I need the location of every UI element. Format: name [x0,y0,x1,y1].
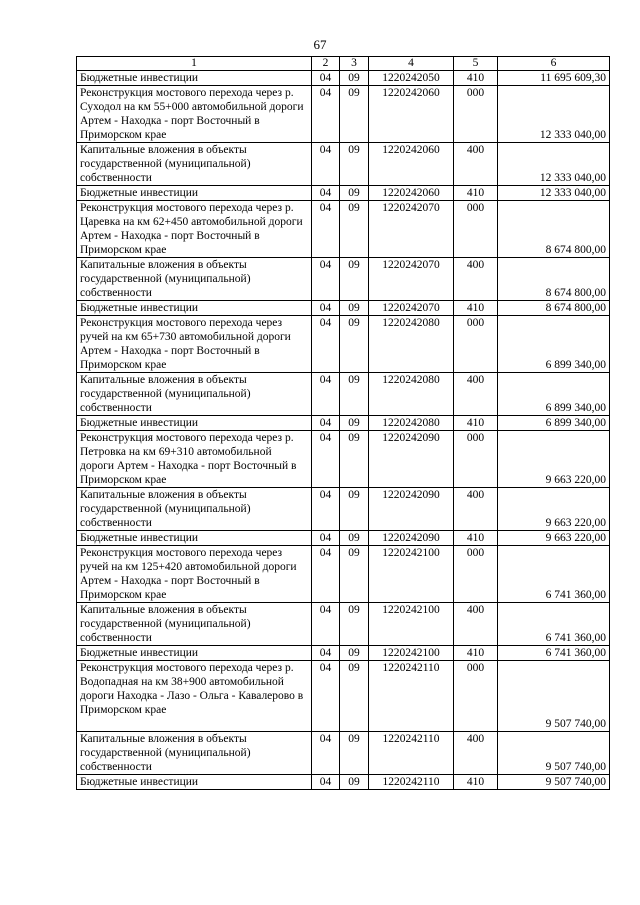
row-expense-type: 410 [454,71,498,86]
table-header-row [77,57,610,71]
row-section: 04 [312,416,340,431]
budget-table [76,56,610,790]
row-expense-type: 000 [454,201,498,258]
row-name: Бюджетные инвестиции [77,531,312,546]
table-row [77,186,610,201]
row-section: 04 [312,301,340,316]
row-subsection: 09 [340,186,369,201]
table-row [77,488,610,531]
row-target-code: 1220242060 [369,86,454,143]
row-name: Реконструкция мостового перехода через р. Водопадная на км 38+900 автомобильной дороги Находка - Лазо - Ольга - Кавалерово в Приморском крае [77,661,312,732]
row-expense-type: 400 [454,603,498,646]
row-subsection: 09 [340,201,369,258]
row-subsection: 09 [340,416,369,431]
row-amount: 12 333 040,00 [498,186,610,201]
row-amount: 9 663 220,00 [498,531,610,546]
row-expense-type: 400 [454,258,498,301]
row-target-code: 1220242090 [369,431,454,488]
row-expense-type: 410 [454,646,498,661]
row-subsection: 09 [340,258,369,301]
table-row [77,531,610,546]
row-subsection: 09 [340,373,369,416]
row-expense-type: 410 [454,775,498,790]
row-section: 04 [312,431,340,488]
row-subsection: 09 [340,316,369,373]
row-section: 04 [312,71,340,86]
table-row [77,86,610,143]
row-name: Капитальные вложения в объекты государственной (муниципальной) собственности [77,488,312,531]
row-amount: 9 663 220,00 [498,431,610,488]
row-name: Капитальные вложения в объекты государственной (муниципальной) собственности [77,373,312,416]
table-row [77,301,610,316]
row-expense-type: 400 [454,488,498,531]
column-header: 4 [369,57,454,71]
row-name: Бюджетные инвестиции [77,186,312,201]
row-amount: 8 674 800,00 [498,301,610,316]
page-number: 67 [313,37,327,52]
table-row [77,71,610,86]
table-row [77,373,610,416]
row-name: Бюджетные инвестиции [77,301,312,316]
row-subsection: 09 [340,546,369,603]
column-header: 3 [340,57,369,71]
row-name: Бюджетные инвестиции [77,775,312,790]
row-section: 04 [312,661,340,732]
row-subsection: 09 [340,646,369,661]
table-row [77,431,610,488]
row-target-code: 1220242080 [369,416,454,431]
row-amount: 11 695 609,30 [498,71,610,86]
row-subsection: 09 [340,71,369,86]
row-subsection: 09 [340,661,369,732]
row-name: Реконструкция мостового перехода через ручей на км 125+420 автомобильной дороги Артем - Находка - порт Восточный в Приморском крае [77,546,312,603]
row-amount: 6 899 340,00 [498,316,610,373]
table-row [77,732,610,775]
row-expense-type: 410 [454,416,498,431]
row-section: 04 [312,732,340,775]
row-name: Бюджетные инвестиции [77,646,312,661]
row-target-code: 1220242100 [369,646,454,661]
row-amount: 8 674 800,00 [498,258,610,301]
row-name: Бюджетные инвестиции [77,416,312,431]
row-target-code: 1220242070 [369,258,454,301]
row-expense-type: 410 [454,531,498,546]
row-expense-type: 000 [454,86,498,143]
row-section: 04 [312,646,340,661]
row-expense-type: 000 [454,431,498,488]
row-section: 04 [312,201,340,258]
column-header: 2 [312,57,340,71]
row-target-code: 1220242110 [369,732,454,775]
row-target-code: 1220242100 [369,546,454,603]
row-target-code: 1220242080 [369,316,454,373]
column-header: 1 [77,57,312,71]
row-name: Капитальные вложения в объекты государственной (муниципальной) собственности [77,603,312,646]
row-subsection: 09 [340,86,369,143]
row-section: 04 [312,316,340,373]
row-expense-type: 400 [454,732,498,775]
table-row [77,661,610,732]
table-row [77,143,610,186]
row-section: 04 [312,488,340,531]
row-target-code: 1220242080 [369,373,454,416]
row-expense-type: 410 [454,186,498,201]
row-amount: 6 899 340,00 [498,416,610,431]
row-subsection: 09 [340,775,369,790]
row-section: 04 [312,86,340,143]
row-amount: 6 741 360,00 [498,546,610,603]
row-subsection: 09 [340,431,369,488]
row-target-code: 1220242090 [369,531,454,546]
row-name: Реконструкция мостового перехода через р. Царевка на км 62+450 автомобильной дороги Артем - Находка - порт Восточный в Приморском крае [77,201,312,258]
row-amount: 9 507 740,00 [498,661,610,732]
row-section: 04 [312,258,340,301]
row-subsection: 09 [340,531,369,546]
row-expense-type: 000 [454,316,498,373]
row-expense-type: 400 [454,373,498,416]
table-row [77,258,610,301]
table-row [77,775,610,790]
row-section: 04 [312,186,340,201]
column-header: 5 [454,57,498,71]
row-name: Капитальные вложения в объекты государственной (муниципальной) собственности [77,258,312,301]
row-target-code: 1220242110 [369,775,454,790]
row-section: 04 [312,603,340,646]
row-subsection: 09 [340,143,369,186]
row-subsection: 09 [340,732,369,775]
row-amount: 6 899 340,00 [498,373,610,416]
row-target-code: 1220242060 [369,186,454,201]
row-amount: 12 333 040,00 [498,86,610,143]
row-amount: 12 333 040,00 [498,143,610,186]
row-name: Реконструкция мостового перехода через ручей на км 65+730 автомобильной дороги Артем - Находка - порт Восточный в Приморском крае [77,316,312,373]
row-target-code: 1220242050 [369,71,454,86]
row-subsection: 09 [340,488,369,531]
row-name: Бюджетные инвестиции [77,71,312,86]
row-target-code: 1220242070 [369,201,454,258]
table-row [77,603,610,646]
row-section: 04 [312,531,340,546]
row-expense-type: 410 [454,301,498,316]
table-row [77,201,610,258]
row-target-code: 1220242060 [369,143,454,186]
table-row [77,646,610,661]
row-amount: 8 674 800,00 [498,201,610,258]
row-name: Капитальные вложения в объекты государственной (муниципальной) собственности [77,732,312,775]
row-section: 04 [312,775,340,790]
row-target-code: 1220242070 [369,301,454,316]
row-expense-type: 000 [454,661,498,732]
row-subsection: 09 [340,603,369,646]
table-row [77,316,610,373]
row-name: Реконструкция мостового перехода через р. Петровка на км 69+310 автомобильной дороги Артем - Находка - порт Восточный в Приморском крае [77,431,312,488]
row-amount: 6 741 360,00 [498,646,610,661]
row-amount: 9 663 220,00 [498,488,610,531]
row-name: Капитальные вложения в объекты государственной (муниципальной) собственности [77,143,312,186]
column-header: 6 [498,57,610,71]
row-amount: 6 741 360,00 [498,603,610,646]
row-amount: 9 507 740,00 [498,732,610,775]
row-section: 04 [312,546,340,603]
row-expense-type: 000 [454,546,498,603]
row-section: 04 [312,143,340,186]
table-row [77,416,610,431]
row-target-code: 1220242110 [369,661,454,732]
row-section: 04 [312,373,340,416]
row-target-code: 1220242090 [369,488,454,531]
row-amount: 9 507 740,00 [498,775,610,790]
row-subsection: 09 [340,301,369,316]
row-name: Реконструкция мостового перехода через р. Суходол на км 55+000 автомобильной дороги Артем - Находка - порт Восточный в Приморском крае [77,86,312,143]
row-target-code: 1220242100 [369,603,454,646]
row-expense-type: 400 [454,143,498,186]
table-row [77,546,610,603]
